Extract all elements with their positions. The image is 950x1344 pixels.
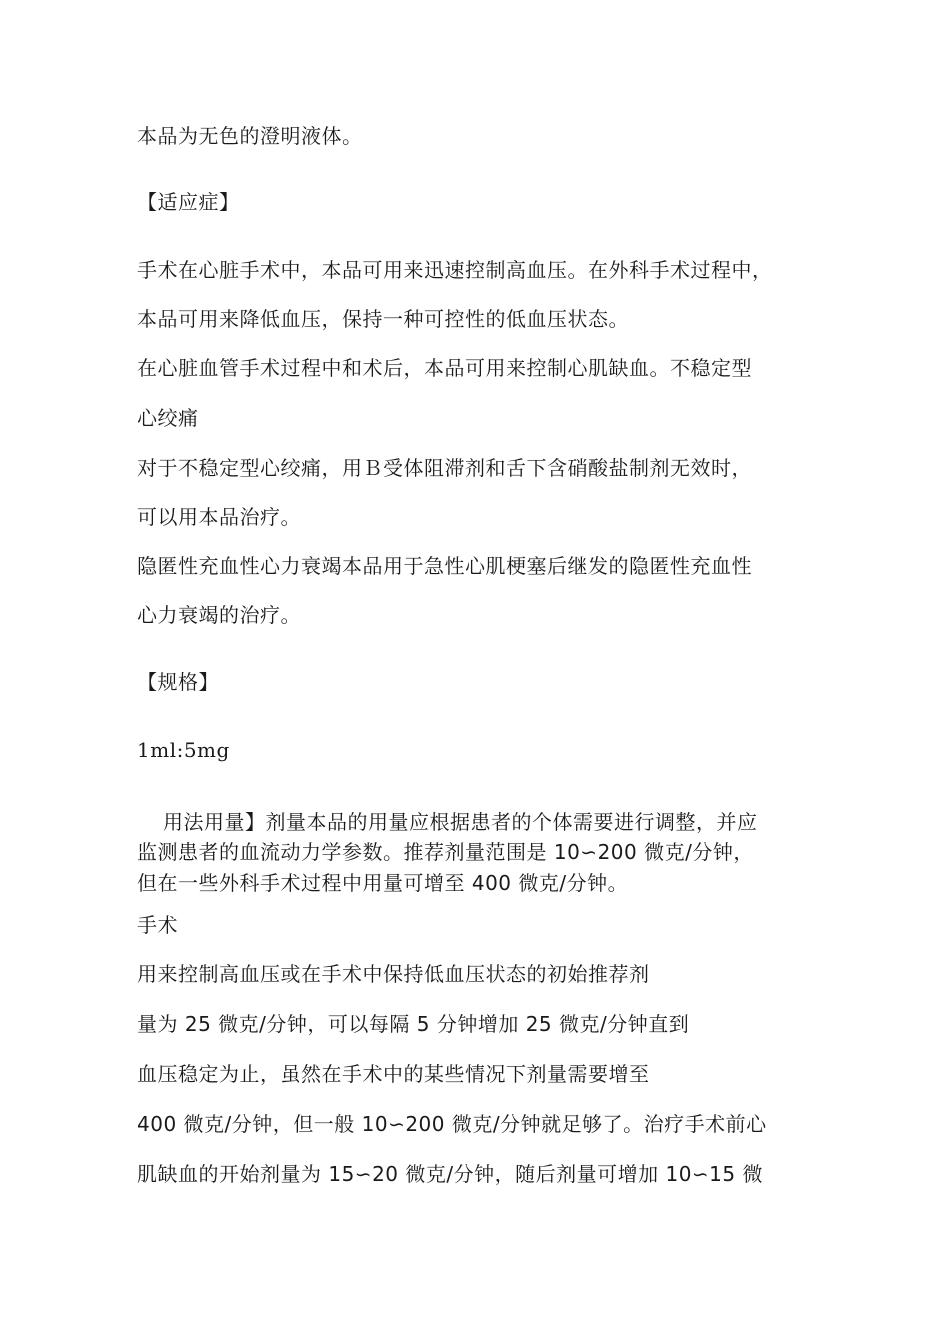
text-line-indications-8: 心力衰竭的治疗。 [137, 603, 301, 627]
text-line-indications-1: 手术在心脏手术中，本品可用来迅速控制高血压。在外科手术过程中， [137, 258, 773, 282]
subheading-surgery: 手术 [137, 913, 178, 937]
text-line-surgery-2: 量为 25 微克/分钟，可以每隔 5 分钟增加 25 微克/分钟直到 [137, 1012, 690, 1036]
text-line-indications-2: 本品可用来降低血压，保持一种可控性的低血压状态。 [137, 307, 629, 331]
text-line-appearance: 本品为无色的澄明液体。 [137, 124, 363, 148]
text-line-indications-4: 心绞痛 [137, 406, 199, 430]
text-line-dosage-1: 用法用量】剂量本品的用量应根据患者的个体需要进行调整，并应 [163, 810, 758, 834]
specification-value: 1ml:5mg [137, 738, 230, 762]
text-line-surgery-4: 400 微克/分钟，但一般 10∽200 微克/分钟就足够了。治疗手术前心 [137, 1112, 767, 1136]
text-line-indications-3: 在心脏血管手术过程中和术后，本品可用来控制心肌缺血。不稳定型 [137, 356, 752, 380]
text-line-surgery-5: 肌缺血的开始剂量为 15∽20 微克/分钟，随后剂量可增加 10∽15 微 [137, 1162, 763, 1186]
text-line-indications-6: 可以用本品治疗。 [137, 505, 301, 529]
text-line-dosage-2: 监测患者的血流动力学参数。推荐剂量范围是 10∽200 微克/分钟， [137, 840, 754, 864]
section-heading-specification: 【规格】 [137, 670, 219, 694]
text-line-indications-5: 对于不稳定型心绞痛，用Ｂ受体阻滞剂和舌下含硝酸盐制剂无效时， [137, 456, 752, 480]
text-line-dosage-3: 但在一些外科手术过程中用量可增至 400 微克/分钟。 [137, 871, 629, 895]
text-line-indications-7: 隐匿性充血性心力衰竭本品用于急性心肌梗塞后继发的隐匿性充血性 [137, 554, 752, 578]
section-heading-indications: 【适应症】 [137, 190, 240, 214]
text-line-surgery-3: 血压稳定为止，虽然在手术中的某些情况下剂量需要增至 [137, 1062, 650, 1086]
text-line-surgery-1: 用来控制高血压或在手术中保持低血压状态的初始推荐剂 [137, 962, 650, 986]
